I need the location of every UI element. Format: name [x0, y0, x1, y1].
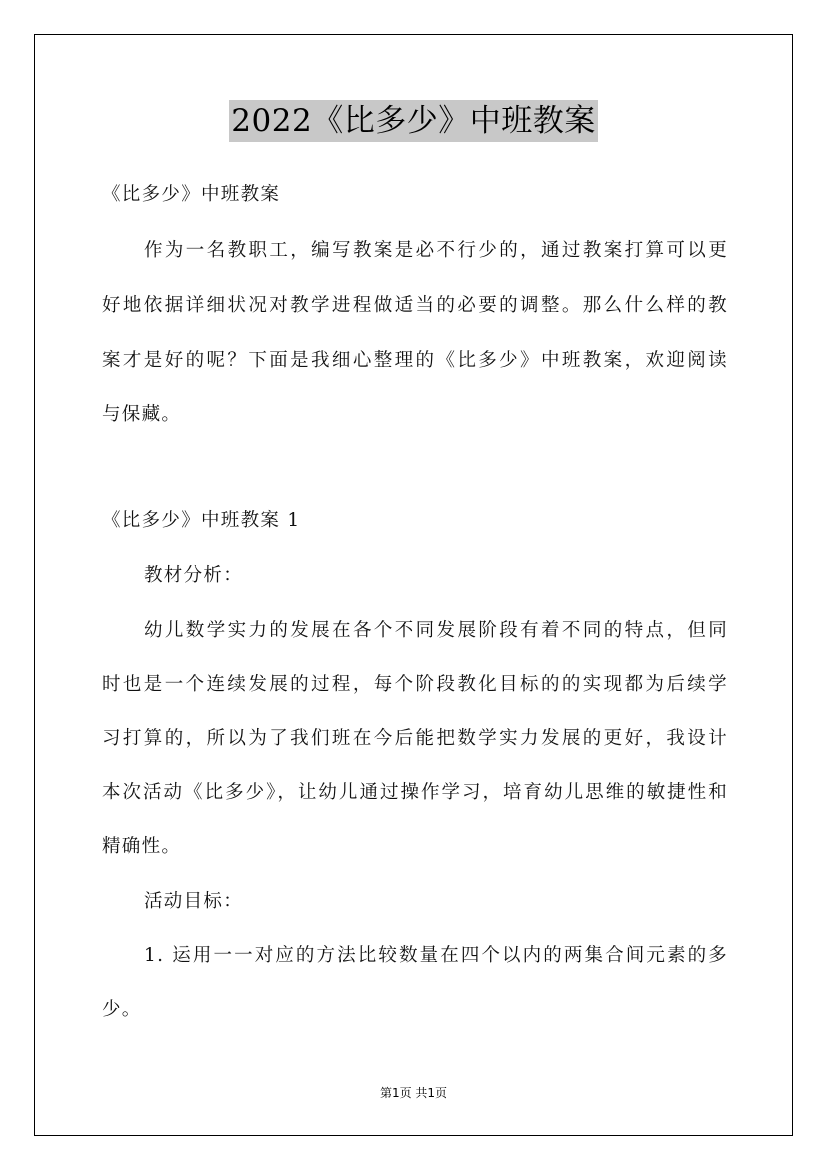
goal-line-2: 少。 — [102, 999, 142, 1020]
goal-heading: 活动目标： — [144, 891, 244, 912]
material-heading: 教材分析： — [144, 565, 244, 586]
material-line-4: 本次活动《比多少》，让幼儿通过操作学习，培育幼儿思维的敏捷性和 — [102, 782, 728, 803]
document-subtitle: 《比多少》中班教案 — [102, 184, 281, 205]
intro-line-1: 作为一名教职工，编写教案是必不行少的，通过教案打算可以更 — [144, 240, 728, 261]
section-heading: 《比多少》中班教案 1 — [102, 510, 301, 531]
material-line-3: 习打算的，所以为了我们班在今后能把数学实力发展的更好，我设计 — [102, 728, 728, 749]
material-line-5: 精确性。 — [102, 836, 182, 857]
intro-line-2: 好地依据详细状况对教学进程做适当的必要的调整。那么什么样的教 — [102, 295, 728, 316]
intro-line-4: 与保藏。 — [102, 404, 182, 425]
title-container — [0, 100, 827, 142]
goal-line-1: 1. 运用一一对应的方法比较数量在四个以内的两集合间元素的多 — [144, 945, 728, 966]
material-line-2: 时也是一个连续发展的过程，每个阶段教化目标的的实现都为后续学 — [102, 674, 728, 695]
document-title: 2022《比多少》中班教案 — [229, 100, 597, 142]
intro-line-3: 案才是好的呢？下面是我细心整理的《比多少》中班教案，欢迎阅读 — [102, 350, 728, 371]
page-footer: 第1页 共1页 — [379, 1086, 448, 1100]
material-line-1: 幼儿数学实力的发展在各个不同发展阶段有着不同的特点，但同 — [144, 620, 728, 641]
